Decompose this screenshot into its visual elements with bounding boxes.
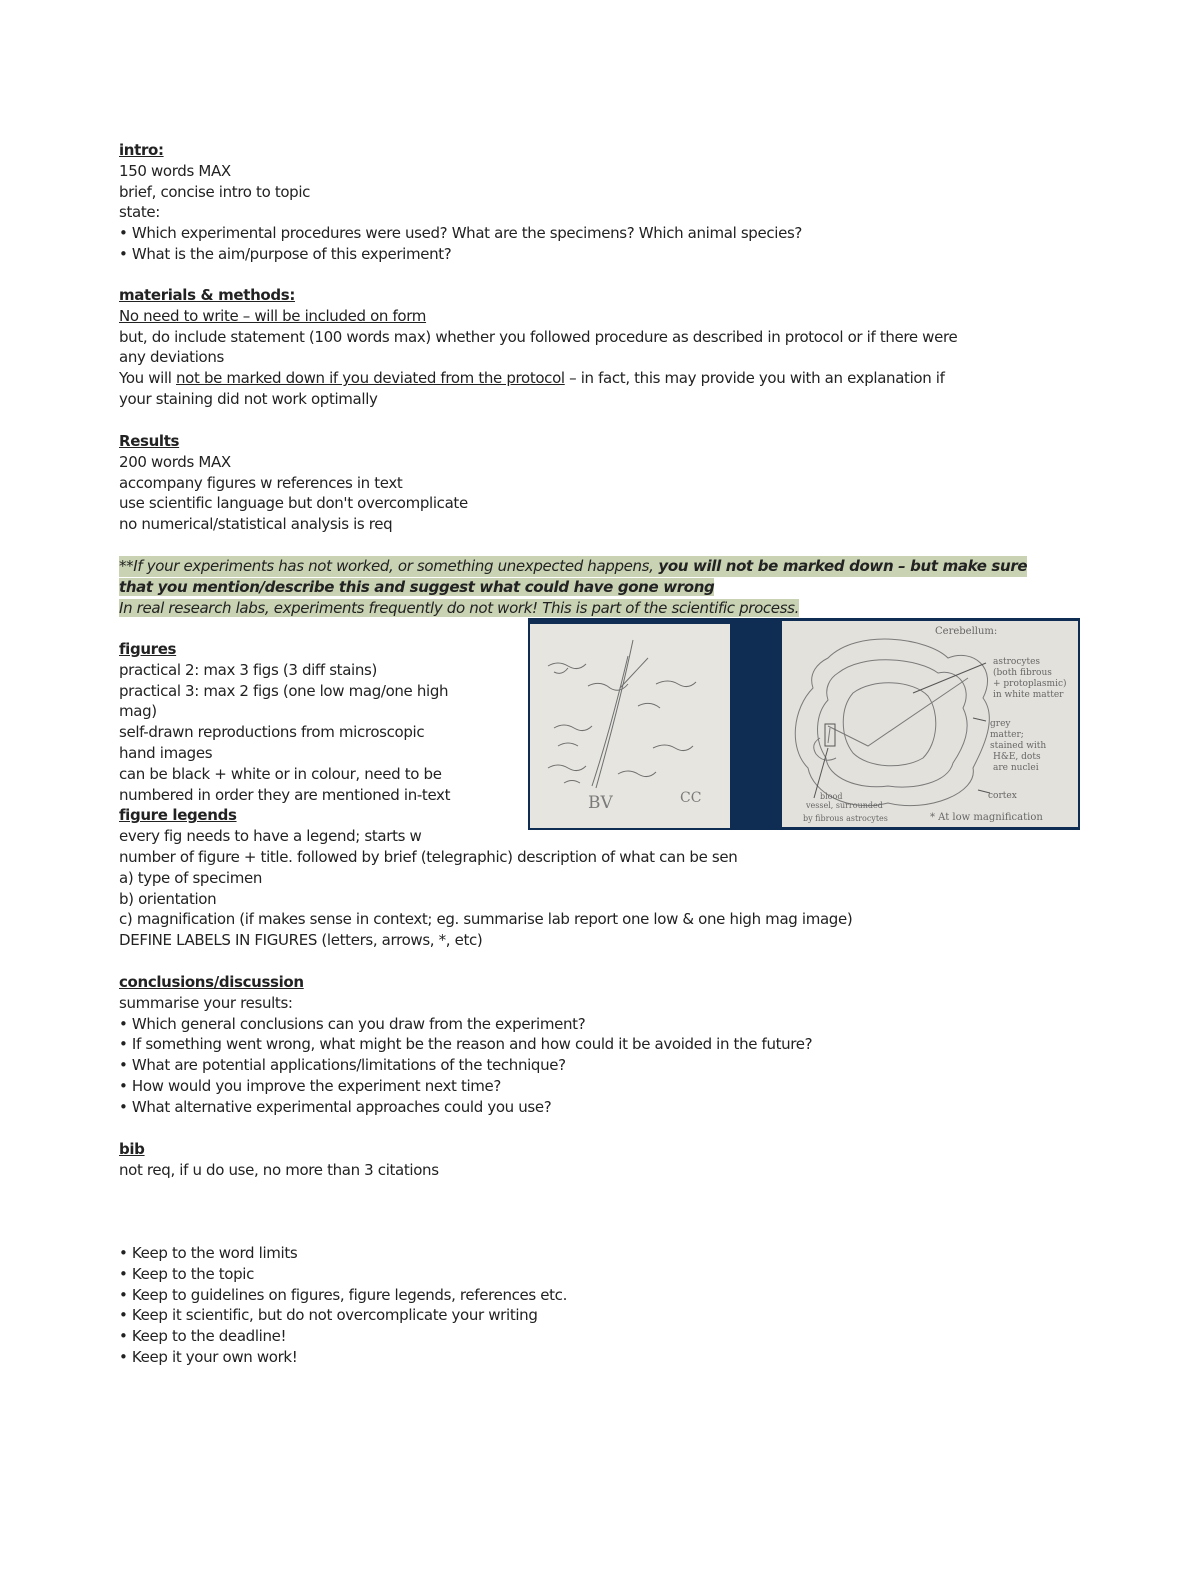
bib-line: not req, if u do use, no more than 3 citations bbox=[119, 1160, 439, 1179]
figures-line: self-drawn reproductions from microscopic bbox=[119, 723, 425, 742]
legends-line: a) type of specimen bbox=[119, 868, 262, 887]
note-line bbox=[119, 556, 1027, 577]
keep-list bbox=[119, 1243, 567, 1368]
label-cc: CC bbox=[680, 790, 702, 806]
legends-line: DEFINE LABELS IN FIGURES (letters, arrows, *, etc) bbox=[119, 931, 483, 950]
figures-heading: figures bbox=[119, 640, 177, 658]
methods-line: but, do include statement (100 words max) whether you followed procedure as described in protocol or if there were bbox=[119, 327, 958, 346]
label-blood: blood bbox=[820, 792, 843, 801]
drawings-svg bbox=[528, 618, 1080, 830]
legends-line: c) magnification (if makes sense in context; eg. summarise lab report one low & one high mag image) bbox=[119, 910, 853, 929]
results-line: 200 words MAX bbox=[119, 452, 231, 471]
keep-item: • Keep to the word limits bbox=[119, 1244, 298, 1262]
note-bold-text: that you mention/describe this and suggest what could have gone wrong bbox=[119, 577, 715, 596]
label-low-magnification: * At low magnification bbox=[930, 812, 1043, 823]
legends-line: b) orientation bbox=[119, 889, 217, 908]
label-he-dots: H&E, dots bbox=[993, 752, 1041, 762]
legends-line: every fig needs to have a legend; starts w bbox=[119, 827, 422, 846]
keep-item: • Keep to the topic bbox=[119, 1264, 255, 1283]
conclusions-line: • What are potential applications/limitations of the technique? bbox=[119, 1056, 566, 1075]
figures-line: practical 2: max 3 figs (3 diff stains) bbox=[119, 660, 377, 679]
methods-text: You will bbox=[119, 369, 177, 388]
conclusions-heading: conclusions/discussion bbox=[119, 973, 304, 991]
results-line: accompany figures w references in text bbox=[119, 473, 403, 492]
intro-line: state: bbox=[119, 203, 160, 222]
intro-line: • Which experimental procedures were used? What are the specimens? Which animal species? bbox=[119, 224, 803, 243]
note-section bbox=[119, 556, 1027, 618]
label-fibrous-astrocytes: by fibrous astrocytes bbox=[803, 814, 888, 823]
results-heading: Results bbox=[119, 432, 180, 450]
keep-item: • Keep to the deadline! bbox=[119, 1327, 287, 1346]
conclusions-line: • Which general conclusions can you draw from the experiment? bbox=[119, 1014, 586, 1033]
keep-item: • Keep it your own work! bbox=[119, 1347, 298, 1366]
conclusions-line: • If something went wrong, what might be the reason and how could it be avoided in the future? bbox=[119, 1035, 813, 1054]
bib-section bbox=[119, 1139, 439, 1181]
conclusions-line: • How would you improve the experiment next time? bbox=[119, 1076, 502, 1095]
conclusions-line: • What alternative experimental approaches could you use? bbox=[119, 1097, 552, 1116]
label-both-fibrous: (both fibrous bbox=[993, 668, 1052, 678]
intro-section bbox=[119, 140, 802, 265]
results-line: no numerical/statistical analysis is req bbox=[119, 515, 393, 534]
figures-line: mag) bbox=[119, 702, 157, 721]
methods-heading: materials & methods: bbox=[119, 286, 295, 304]
label-matter: matter; bbox=[990, 730, 1024, 740]
label-stained-with: stained with bbox=[990, 741, 1047, 751]
methods-line bbox=[119, 368, 957, 389]
label-are-nuclei: are nuclei bbox=[993, 763, 1039, 773]
bib-heading: bib bbox=[119, 1140, 145, 1158]
methods-line: your staining did not work optimally bbox=[119, 389, 378, 408]
label-astrocytes: astrocytes bbox=[993, 657, 1041, 667]
intro-heading: intro: bbox=[119, 141, 164, 159]
methods-text: – in fact, this may provide you with an explanation if bbox=[564, 369, 945, 388]
microscopy-drawings-figure bbox=[528, 618, 1080, 830]
figures-line: hand images bbox=[119, 743, 213, 762]
label-cerebellum: Cerebellum: bbox=[935, 626, 998, 637]
intro-line: • What is the aim/purpose of this experiment? bbox=[119, 244, 452, 263]
note-bold-text: you will not be marked down – but make sure bbox=[653, 557, 1028, 575]
conclusions-section bbox=[119, 972, 812, 1118]
conclusions-line: summarise your results: bbox=[119, 993, 293, 1012]
note-line bbox=[119, 577, 1027, 598]
label-cortex: cortex bbox=[988, 791, 1017, 801]
intro-line: brief, concise intro to topic bbox=[119, 182, 311, 201]
label-vessel-surrounded: vessel, surrounded bbox=[806, 801, 883, 810]
methods-section bbox=[119, 285, 957, 410]
keep-item: • Keep to guidelines on figures, figure legends, references etc. bbox=[119, 1285, 567, 1304]
legends-line: number of figure + title. followed by brief (telegraphic) description of what can be sen bbox=[119, 847, 738, 866]
methods-line: any deviations bbox=[119, 348, 224, 367]
figures-line: can be black + white or in colour, need to be bbox=[119, 764, 442, 783]
note-line bbox=[119, 598, 1027, 619]
label-bv: BV bbox=[588, 793, 613, 813]
results-line: use scientific language but don't overcomplicate bbox=[119, 494, 468, 513]
results-section bbox=[119, 431, 468, 535]
methods-underlined-line: No need to write – will be included on form bbox=[119, 306, 427, 325]
keep-item: • Keep it scientific, but do not overcomplicate your writing bbox=[119, 1306, 538, 1325]
figures-line: numbered in order they are mentioned in-text bbox=[119, 785, 451, 804]
intro-line: 150 words MAX bbox=[119, 161, 231, 180]
figures-line: practical 3: max 2 figs (one low mag/one high bbox=[119, 681, 449, 700]
note-italic-text: **If your experiments has not worked, or something unexpected happens, bbox=[119, 557, 654, 575]
figure-legends-heading: figure legends bbox=[119, 806, 237, 825]
methods-underlined-text: not be marked down if you deviated from the protocol bbox=[176, 369, 565, 388]
note-italic-line: In real research labs, experiments frequently do not work! This is part of the scientific process. bbox=[119, 598, 800, 617]
label-white-matter: in white matter bbox=[993, 690, 1064, 700]
label-protoplasmic: + protoplasmic) bbox=[993, 679, 1067, 689]
label-grey: grey bbox=[990, 719, 1011, 729]
